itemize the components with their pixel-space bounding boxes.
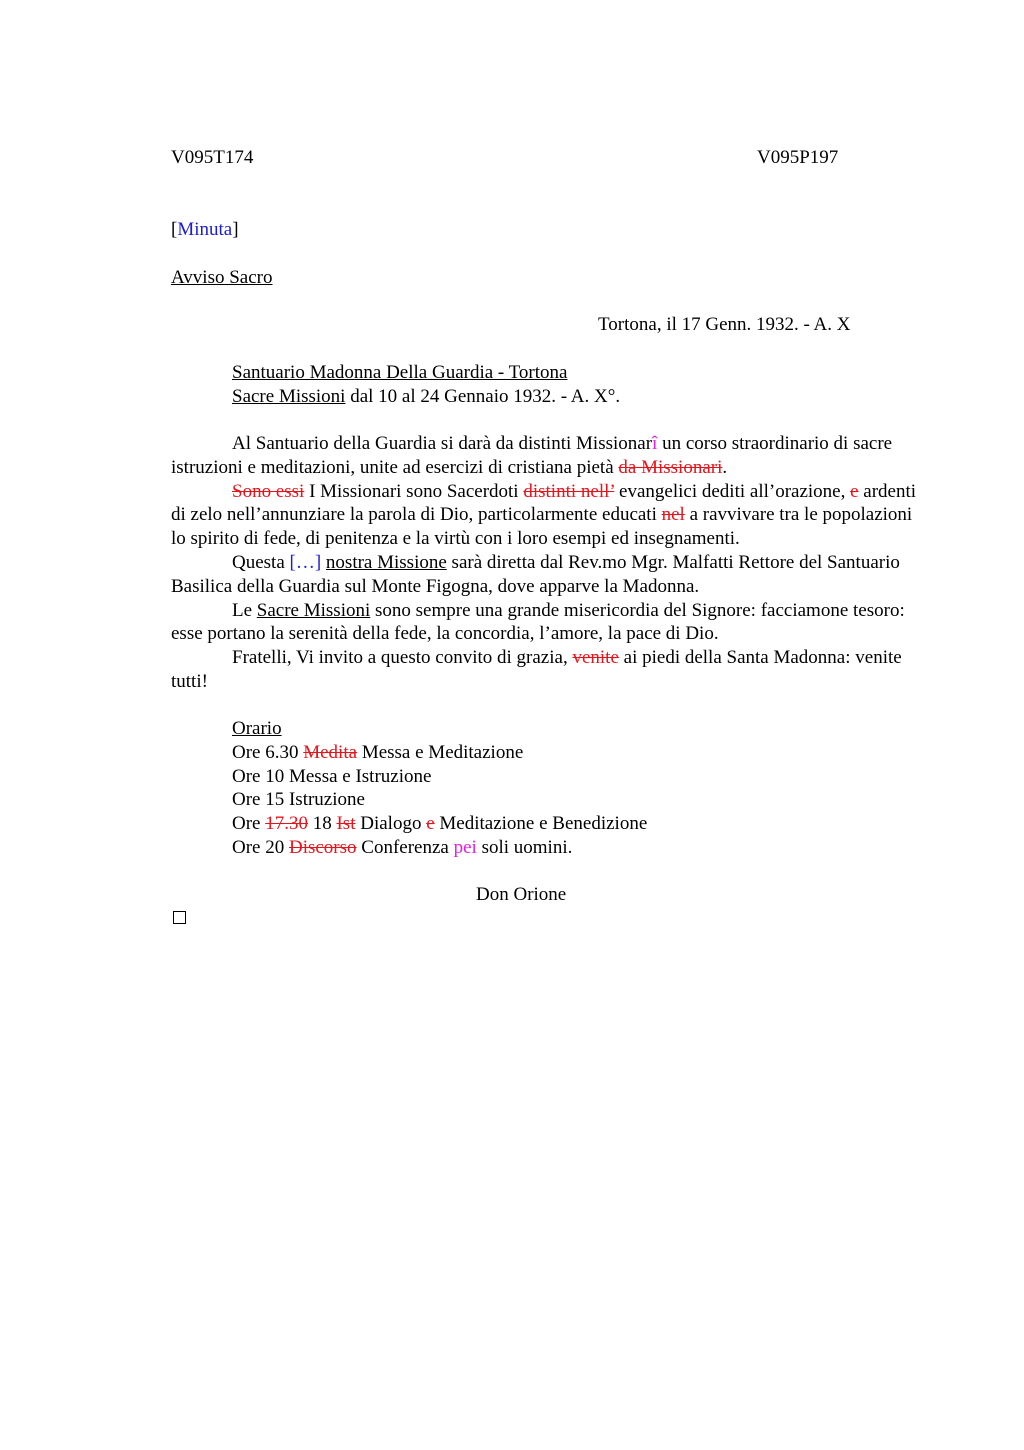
end-mark-box xyxy=(173,911,186,924)
schedule-row-5: Ore 20 Discorso Conferenza pei soli uomini. xyxy=(232,836,573,858)
schedule-title: Orario xyxy=(232,718,282,739)
paragraph-1: Al Santuario della Guardia si darà da distinti Missionarî un corso straordinario di sacre istruzioni e meditazioni, unite ad esercizi di cristiana pietà da Missionari. xyxy=(171,433,893,478)
doc-title: Avviso Sacro xyxy=(171,267,273,288)
schedule xyxy=(232,717,647,860)
paragraph-2: Sono essi I Missionari sono Sacerdoti distinti nell’ evangelici dediti all’orazione, e ardenti di zelo nell’annunziare la parola di Dio, particolarmente educati nel a ravvivare tra le popolazioni lo spirito di fede, di penitenza e la virtù con i loro esempi ed insegnamenti. xyxy=(171,480,917,550)
minuta-note: [Minuta] xyxy=(171,219,239,240)
header-right-code: V095P197 xyxy=(757,147,839,168)
schedule-row-4: Ore 17.30 18 Ist Dialogo e Meditazione e Benedizione xyxy=(232,813,648,835)
minuta-label: Minuta xyxy=(177,219,233,240)
schedule-row-2: Ore 10 Messa e Istruzione xyxy=(232,765,432,787)
heading-line-1: Santuario Madonna Della Guardia - Tortona xyxy=(232,362,568,383)
heading-line-2: Sacre Missioni dal 10 al 24 Gennaio 1932. - A. X°. xyxy=(232,385,621,407)
paragraph-3: Questa […] nostra Missione sarà diretta dal Rev.mo Mgr. Malfatti Rettore del Santuario Basilica della Guardia sul Monte Figogna, dove apparve la Madonna. xyxy=(171,551,900,597)
header-left-code: V095T174 xyxy=(171,147,254,168)
signature: Don Orione xyxy=(476,884,567,905)
heading-block xyxy=(232,361,620,409)
dateline: Tortona, il 17 Genn. 1932. - A. X xyxy=(598,314,851,335)
body-text xyxy=(171,432,921,694)
paragraph-5: Fratelli, Vi invito a questo convito di grazia, venite ai piedi della Santa Madonna: venite tutti! xyxy=(171,647,902,692)
schedule-row-3: Ore 15 Istruzione xyxy=(232,789,365,811)
paragraph-4: Le Sacre Missioni sono sempre una grande misericordia del Signore: facciamone tesoro: esse portano la serenità della fede, la concordia, l’amore, la pace di Dio. xyxy=(171,599,905,645)
schedule-row-1: Ore 6.30 Medita Messa e Meditazione xyxy=(232,741,524,763)
